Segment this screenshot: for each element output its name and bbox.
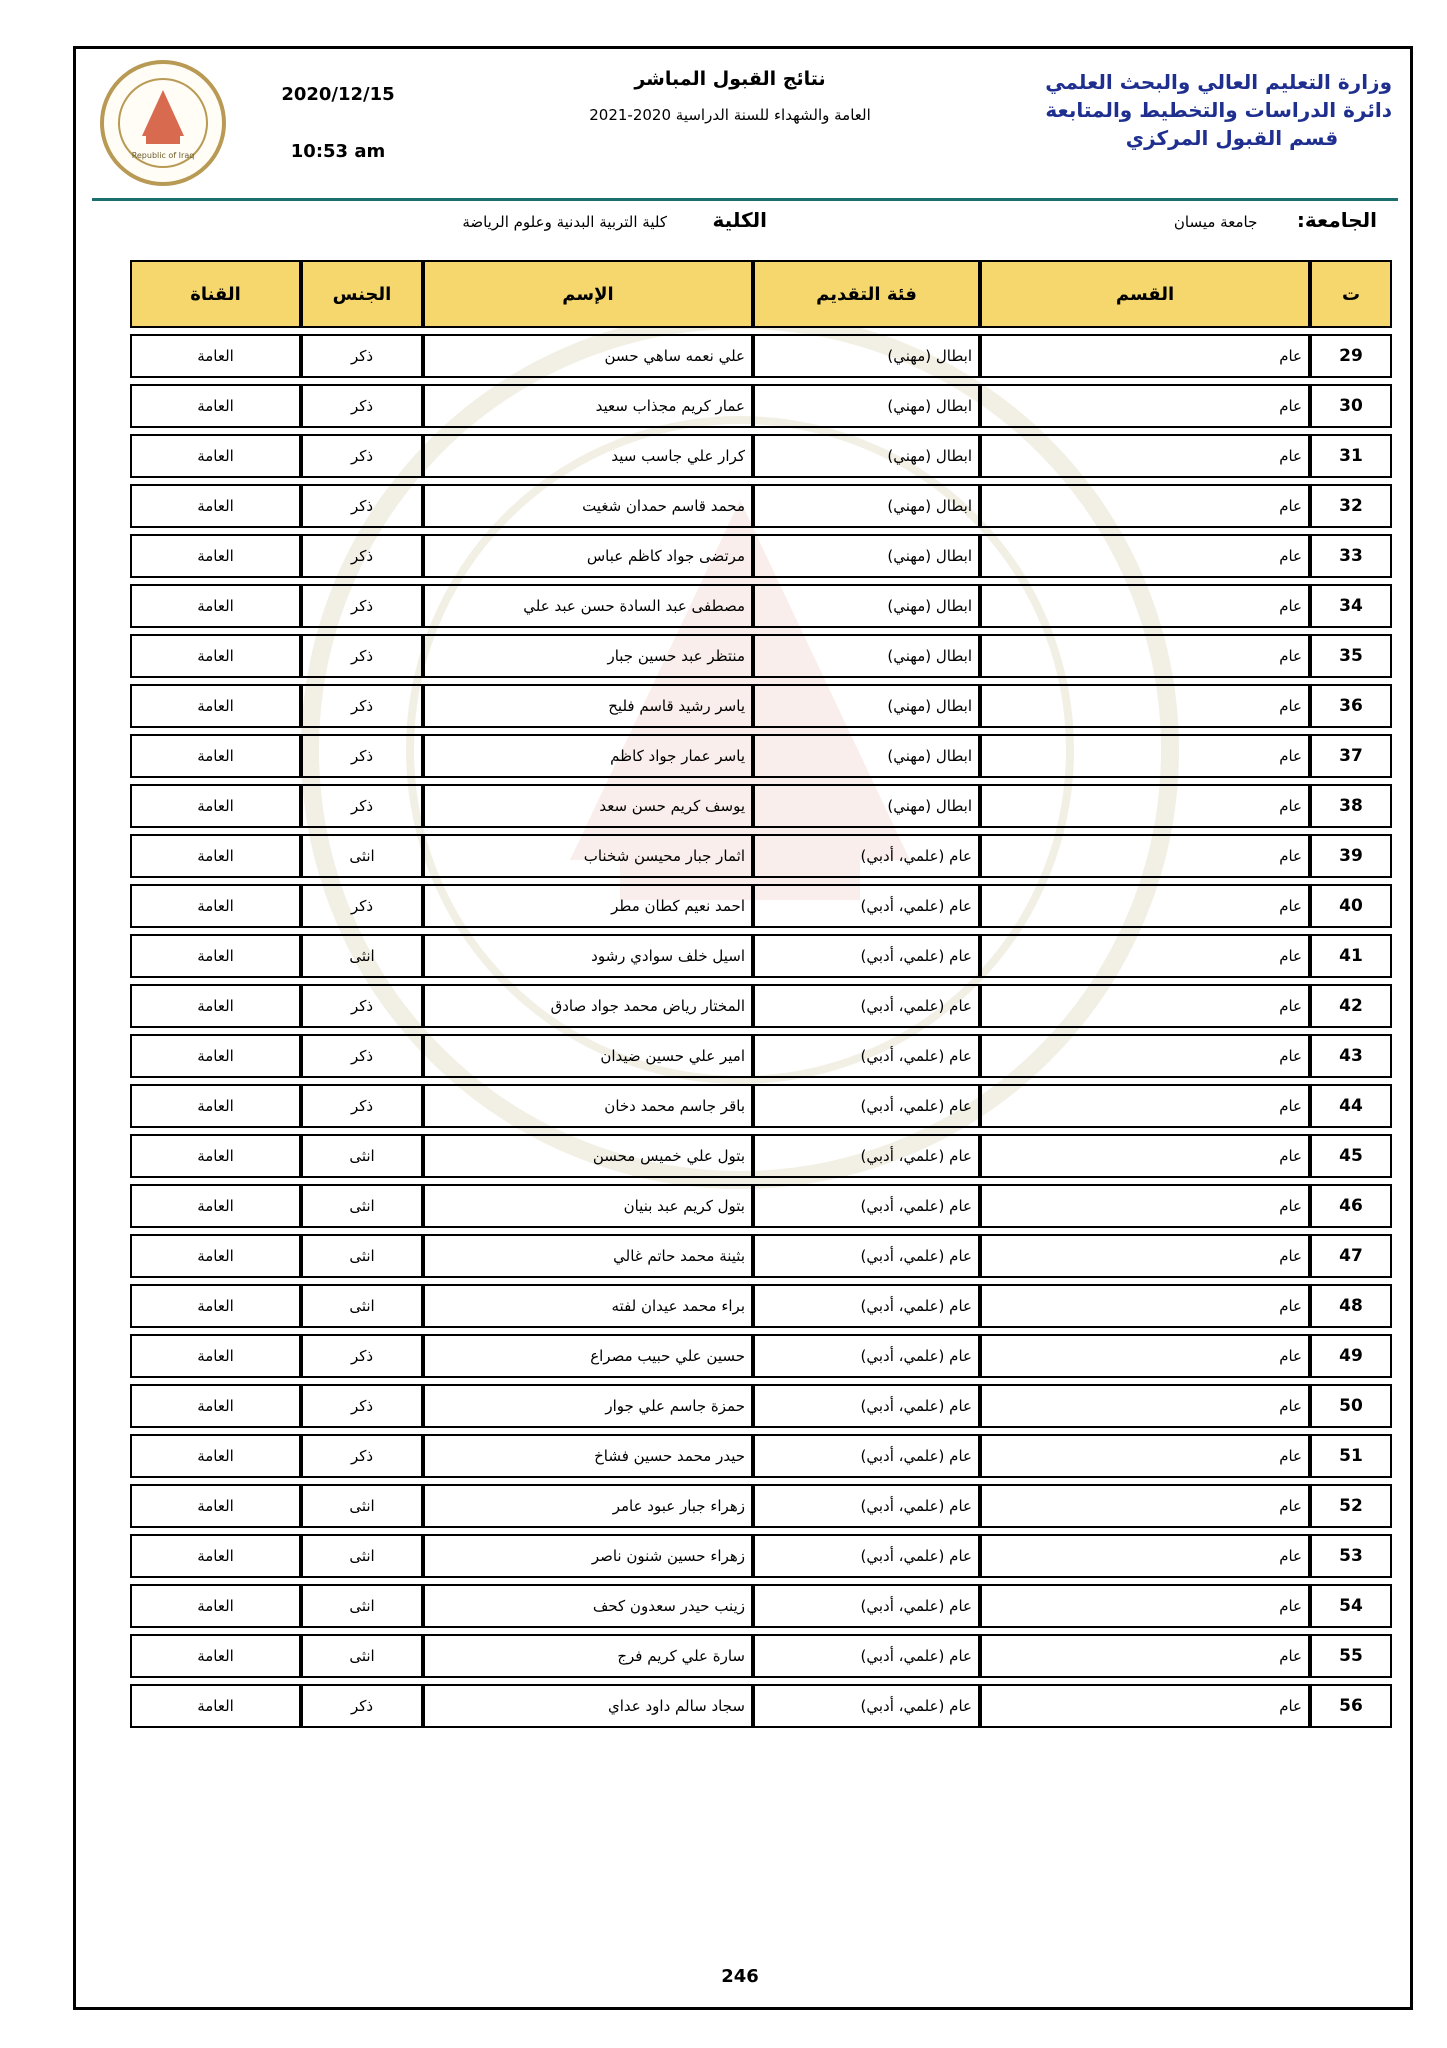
cell-dept: عام [980, 1284, 1310, 1328]
cell-channel: العامة [130, 1434, 301, 1478]
cell-dept: عام [980, 834, 1310, 878]
cell-gender: ذكر [301, 484, 423, 528]
cell-gender: انثى [301, 1634, 423, 1678]
cell-category: عام (علمي، أدبي) [753, 1584, 980, 1628]
cell-gender: انثى [301, 1134, 423, 1178]
cell-category: عام (علمي، أدبي) [753, 1484, 980, 1528]
cell-channel: العامة [130, 834, 301, 878]
header-name: الإسم [423, 260, 753, 328]
cell-dept: عام [980, 1034, 1310, 1078]
table-row [130, 1584, 1392, 1628]
cell-dept: عام [980, 534, 1310, 578]
cell-dept: عام [980, 1234, 1310, 1278]
admission-results-table [130, 254, 1392, 1734]
cell-channel: العامة [130, 334, 301, 378]
table-row [130, 684, 1392, 728]
document-subtitle: العامة والشهداء للسنة الدراسية 2020-2021 [589, 106, 871, 124]
cell-num: 47 [1310, 1234, 1392, 1278]
cell-channel: العامة [130, 984, 301, 1028]
cell-category: عام (علمي، أدبي) [753, 1334, 980, 1378]
cell-gender: ذكر [301, 1684, 423, 1728]
cell-dept: عام [980, 784, 1310, 828]
cell-dept: عام [980, 1384, 1310, 1428]
cell-gender: ذكر [301, 1384, 423, 1428]
cell-category: عام (علمي، أدبي) [753, 1084, 980, 1128]
table-row [130, 734, 1392, 778]
college-value: كلية التربية البدنية وعلوم الرياضة [462, 213, 667, 231]
cell-category: عام (علمي، أدبي) [753, 934, 980, 978]
cell-dept: عام [980, 1584, 1310, 1628]
cell-category: ابطال (مهني) [753, 534, 980, 578]
table-row [130, 1334, 1392, 1378]
cell-gender: ذكر [301, 1434, 423, 1478]
cell-gender: ذكر [301, 984, 423, 1028]
cell-gender: ذكر [301, 334, 423, 378]
table-row [130, 534, 1392, 578]
cell-num: 38 [1310, 784, 1392, 828]
cell-dept: عام [980, 934, 1310, 978]
header-num: ت [1310, 260, 1392, 328]
cell-category: عام (علمي، أدبي) [753, 1234, 980, 1278]
cell-channel: العامة [130, 1134, 301, 1178]
table-row [130, 1034, 1392, 1078]
cell-dept: عام [980, 1434, 1310, 1478]
cell-name: حسين علي حبيب مصراع [423, 1334, 753, 1378]
cell-channel: العامة [130, 934, 301, 978]
cell-dept: عام [980, 884, 1310, 928]
table-row [130, 384, 1392, 428]
cell-num: 42 [1310, 984, 1392, 1028]
cell-dept: عام [980, 1334, 1310, 1378]
cell-dept: عام [980, 1484, 1310, 1528]
cell-channel: العامة [130, 1534, 301, 1578]
cell-num: 30 [1310, 384, 1392, 428]
cell-channel: العامة [130, 1284, 301, 1328]
cell-category: ابطال (مهني) [753, 334, 980, 378]
cell-gender: انثى [301, 1534, 423, 1578]
header-channel: القناة [130, 260, 301, 328]
table-row [130, 934, 1392, 978]
cell-gender: انثى [301, 934, 423, 978]
ministry-name: وزارة التعليم العالي والبحث العلمي [1045, 70, 1392, 94]
cell-num: 51 [1310, 1434, 1392, 1478]
cell-num: 37 [1310, 734, 1392, 778]
table-row [130, 784, 1392, 828]
cell-dept: عام [980, 684, 1310, 728]
cell-name: حمزة جاسم علي جوار [423, 1384, 753, 1428]
cell-channel: العامة [130, 684, 301, 728]
cell-category: عام (علمي، أدبي) [753, 1684, 980, 1728]
university-value: جامعة ميسان [1173, 213, 1258, 231]
table-row [130, 484, 1392, 528]
cell-channel: العامة [130, 484, 301, 528]
cell-category: ابطال (مهني) [753, 684, 980, 728]
cell-num: 36 [1310, 684, 1392, 728]
cell-name: سجاد سالم داود عداي [423, 1684, 753, 1728]
document-title-block [540, 68, 920, 124]
cell-channel: العامة [130, 434, 301, 478]
logo-caption: Republic of Iraq [131, 151, 195, 160]
cell-channel: العامة [130, 384, 301, 428]
cell-dept: عام [980, 1634, 1310, 1678]
ministry-header [1032, 68, 1392, 152]
cell-category: عام (علمي، أدبي) [753, 1634, 980, 1678]
print-time: 10:53 am [290, 141, 386, 162]
cell-channel: العامة [130, 1034, 301, 1078]
cell-dept: عام [980, 334, 1310, 378]
cell-num: 34 [1310, 584, 1392, 628]
cell-category: ابطال (مهني) [753, 484, 980, 528]
print-date: 2020/12/15 [281, 84, 395, 105]
table-row [130, 634, 1392, 678]
cell-name: عمار كريم مجذاب سعيد [423, 384, 753, 428]
table-row [130, 1384, 1392, 1428]
cell-channel: العامة [130, 784, 301, 828]
cell-num: 40 [1310, 884, 1392, 928]
cell-gender: ذكر [301, 634, 423, 678]
cell-num: 31 [1310, 434, 1392, 478]
cell-name: بتول كريم عبد بنيان [423, 1184, 753, 1228]
table-row [130, 434, 1392, 478]
cell-gender: انثى [301, 1234, 423, 1278]
university-label: الجامعة: [1296, 208, 1377, 232]
cell-name: امير علي حسين ضيدان [423, 1034, 753, 1078]
cell-name: مرتضى جواد كاظم عباس [423, 534, 753, 578]
table-row [130, 1634, 1392, 1678]
cell-num: 48 [1310, 1284, 1392, 1328]
cell-name: ياسر عمار جواد كاظم [423, 734, 753, 778]
cell-dept: عام [980, 634, 1310, 678]
cell-dept: عام [980, 1684, 1310, 1728]
cell-gender: ذكر [301, 1084, 423, 1128]
college-info [462, 208, 767, 232]
cell-channel: العامة [130, 534, 301, 578]
cell-gender: ذكر [301, 1034, 423, 1078]
cell-category: عام (علمي، أدبي) [753, 1184, 980, 1228]
cell-name: احمد نعيم كطان مطر [423, 884, 753, 928]
cell-gender: انثى [301, 834, 423, 878]
table-row [130, 1284, 1392, 1328]
cell-num: 50 [1310, 1384, 1392, 1428]
header-gender: الجنس [301, 260, 423, 328]
cell-name: اسيل خلف سوادي رشود [423, 934, 753, 978]
cell-name: اثمار جبار محيسن شخناب [423, 834, 753, 878]
cell-category: ابطال (مهني) [753, 584, 980, 628]
cell-dept: عام [980, 734, 1310, 778]
cell-name: منتظر عبد حسين جبار [423, 634, 753, 678]
cell-dept: عام [980, 1084, 1310, 1128]
cell-category: ابطال (مهني) [753, 734, 980, 778]
cell-category: ابطال (مهني) [753, 384, 980, 428]
cell-dept: عام [980, 984, 1310, 1028]
cell-category: عام (علمي، أدبي) [753, 1284, 980, 1328]
cell-name: بتول علي خميس محسن [423, 1134, 753, 1178]
print-datetime [268, 84, 408, 162]
cell-dept: عام [980, 1534, 1310, 1578]
cell-num: 41 [1310, 934, 1392, 978]
cell-name: علي نعمه ساهي حسن [423, 334, 753, 378]
cell-num: 35 [1310, 634, 1392, 678]
cell-num: 39 [1310, 834, 1392, 878]
cell-name: زهراء حسين شنون ناصر [423, 1534, 753, 1578]
cell-dept: عام [980, 384, 1310, 428]
header-category: فئة التقديم [753, 260, 980, 328]
table-row [130, 1234, 1392, 1278]
cell-channel: العامة [130, 1584, 301, 1628]
cell-channel: العامة [130, 1184, 301, 1228]
cell-dept: عام [980, 434, 1310, 478]
cell-gender: ذكر [301, 784, 423, 828]
cell-channel: العامة [130, 1684, 301, 1728]
cell-num: 44 [1310, 1084, 1392, 1128]
cell-gender: ذكر [301, 884, 423, 928]
table-row [130, 334, 1392, 378]
table-header-row [130, 260, 1392, 328]
cell-gender: انثى [301, 1184, 423, 1228]
cell-category: عام (علمي، أدبي) [753, 1134, 980, 1178]
cell-category: عام (علمي، أدبي) [753, 1534, 980, 1578]
cell-dept: عام [980, 484, 1310, 528]
table-row [130, 1134, 1392, 1178]
table-row [130, 584, 1392, 628]
cell-num: 56 [1310, 1684, 1392, 1728]
cell-dept: عام [980, 1134, 1310, 1178]
cell-gender: انثى [301, 1584, 423, 1628]
cell-category: عام (علمي، أدبي) [753, 1034, 980, 1078]
cell-name: مصطفى عبد السادة حسن عبد علي [423, 584, 753, 628]
header-dept: القسم [980, 260, 1310, 328]
cell-category: عام (علمي، أدبي) [753, 1384, 980, 1428]
table-row [130, 834, 1392, 878]
cell-gender: انثى [301, 1284, 423, 1328]
cell-dept: عام [980, 584, 1310, 628]
cell-num: 45 [1310, 1134, 1392, 1178]
cell-gender: ذكر [301, 384, 423, 428]
cell-name: حيدر محمد حسين فشاخ [423, 1434, 753, 1478]
cell-channel: العامة [130, 634, 301, 678]
cell-channel: العامة [130, 1384, 301, 1428]
cell-channel: العامة [130, 1634, 301, 1678]
cell-num: 43 [1310, 1034, 1392, 1078]
cell-category: عام (علمي، أدبي) [753, 834, 980, 878]
department-name: دائرة الدراسات والتخطيط والمتابعة [1045, 98, 1392, 122]
table-row [130, 1534, 1392, 1578]
college-label: الكلية [712, 208, 767, 232]
cell-num: 46 [1310, 1184, 1392, 1228]
cell-category: عام (علمي، أدبي) [753, 1434, 980, 1478]
cell-num: 49 [1310, 1334, 1392, 1378]
cell-name: محمد قاسم حمدان شغيت [423, 484, 753, 528]
cell-num: 32 [1310, 484, 1392, 528]
cell-num: 54 [1310, 1584, 1392, 1628]
cell-gender: ذكر [301, 734, 423, 778]
cell-gender: ذكر [301, 434, 423, 478]
cell-name: براء محمد عيدان لفته [423, 1284, 753, 1328]
cell-name: زهراء جبار عبود عامر [423, 1484, 753, 1528]
table-row [130, 1684, 1392, 1728]
cell-num: 53 [1310, 1534, 1392, 1578]
cell-channel: العامة [130, 884, 301, 928]
section-name: قسم القبول المركزي [1125, 126, 1339, 150]
cell-channel: العامة [130, 1084, 301, 1128]
table-row [130, 1184, 1392, 1228]
cell-category: ابطال (مهني) [753, 634, 980, 678]
cell-num: 52 [1310, 1484, 1392, 1528]
header-divider [92, 198, 1398, 201]
cell-channel: العامة [130, 1234, 301, 1278]
cell-name: يوسف كريم حسن سعد [423, 784, 753, 828]
cell-name: زينب حيدر سعدون كحف [423, 1584, 753, 1628]
cell-category: عام (علمي، أدبي) [753, 984, 980, 1028]
cell-channel: العامة [130, 1484, 301, 1528]
cell-name: ياسر رشيد قاسم فليح [423, 684, 753, 728]
table-row [130, 884, 1392, 928]
cell-name: كرار علي جاسب سيد [423, 434, 753, 478]
cell-gender: ذكر [301, 1334, 423, 1378]
cell-gender: ذكر [301, 684, 423, 728]
cell-category: عام (علمي، أدبي) [753, 884, 980, 928]
cell-name: سارة علي كريم فرج [423, 1634, 753, 1678]
cell-gender: ذكر [301, 534, 423, 578]
cell-category: ابطال (مهني) [753, 784, 980, 828]
cell-num: 55 [1310, 1634, 1392, 1678]
table-row [130, 984, 1392, 1028]
cell-gender: انثى [301, 1484, 423, 1528]
cell-channel: العامة [130, 584, 301, 628]
cell-channel: العامة [130, 1334, 301, 1378]
cell-name: بثينة محمد حاتم غالي [423, 1234, 753, 1278]
cell-name: باقر جاسم محمد دخان [423, 1084, 753, 1128]
table-row [130, 1084, 1392, 1128]
cell-channel: العامة [130, 734, 301, 778]
table-row [130, 1434, 1392, 1478]
cell-dept: عام [980, 1184, 1310, 1228]
cell-num: 33 [1310, 534, 1392, 578]
cell-name: المختار رياض محمد جواد صادق [423, 984, 753, 1028]
cell-category: ابطال (مهني) [753, 434, 980, 478]
cell-num: 29 [1310, 334, 1392, 378]
university-info [1174, 208, 1377, 232]
table-row [130, 1484, 1392, 1528]
document-title: نتائج القبول المباشر [634, 68, 826, 90]
page-number: 246 [721, 1966, 759, 1987]
ministry-logo [96, 58, 230, 188]
cell-gender: ذكر [301, 584, 423, 628]
